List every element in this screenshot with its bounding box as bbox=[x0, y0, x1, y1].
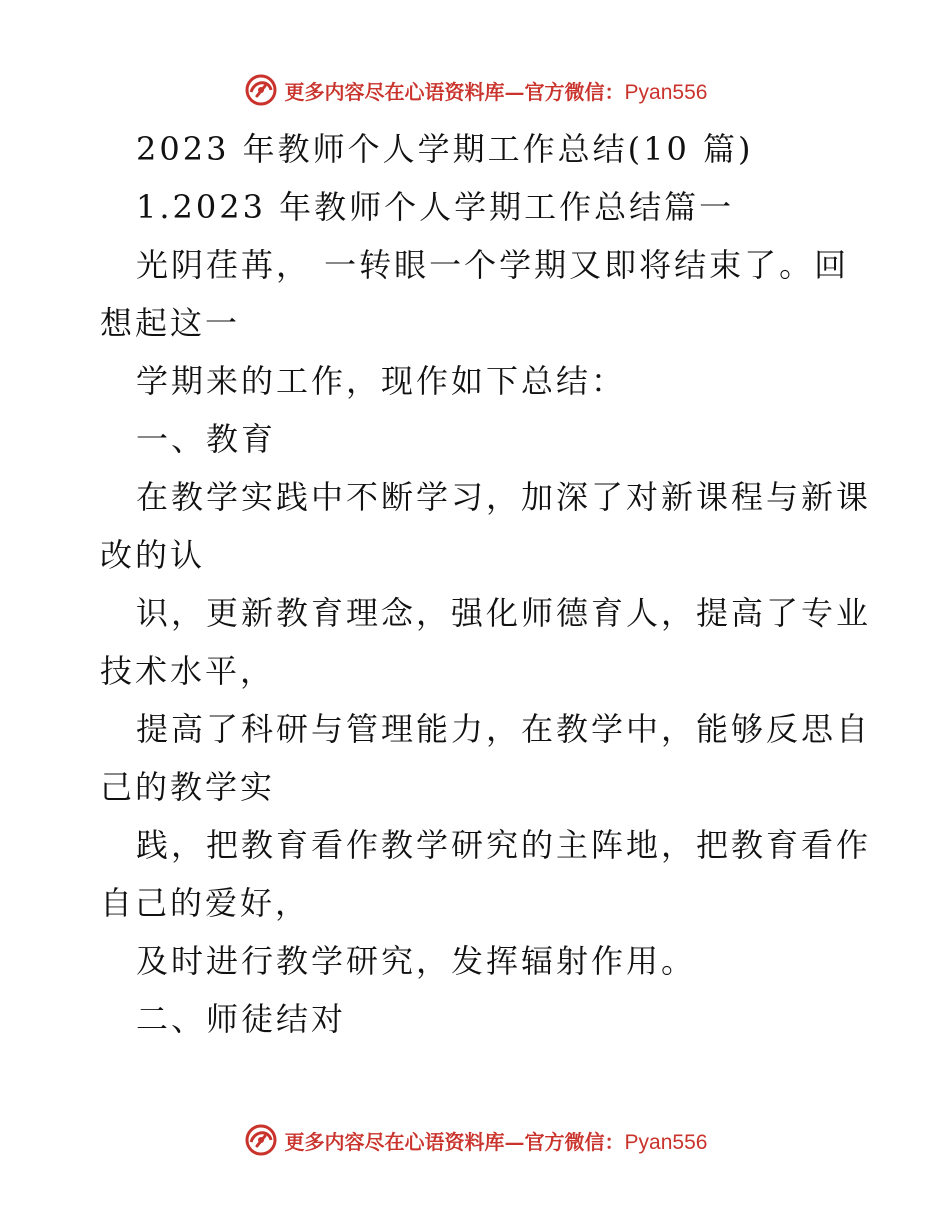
watermark-text: 更多内容尽在心语资料库—官方微信：Pyan556 bbox=[284, 79, 708, 104]
red-swirl-logo-icon bbox=[243, 72, 279, 108]
red-swirl-logo-icon bbox=[243, 1122, 279, 1158]
paragraph-line: 光阴荏苒， 一转眼一个学期又即将结束了。回 bbox=[136, 246, 850, 284]
section-heading: 1.2023 年教师个人学期工作总结篇一 bbox=[136, 188, 735, 226]
paragraph-line: 践，把教育看作教学研究的主阵地，把教育看作 bbox=[136, 826, 872, 864]
paragraph-line: 改的认 bbox=[100, 536, 206, 574]
watermark-header bbox=[0, 70, 950, 110]
paragraph-line: 技术水平， bbox=[100, 652, 276, 690]
watermark-text: 更多内容尽在心语资料库—官方微信：Pyan556 bbox=[284, 1129, 708, 1154]
paragraph-line: 及时进行教学研究，发挥辐射作用。 bbox=[136, 942, 697, 980]
document-body bbox=[100, 120, 872, 1048]
subsection-heading: 二、师徒结对 bbox=[136, 1000, 347, 1038]
paragraph-line: 想起这一 bbox=[100, 304, 241, 342]
paragraph-line: 自己的爱好， bbox=[100, 884, 311, 922]
subsection-heading: 一、教育 bbox=[136, 420, 277, 458]
document-title: 2023 年教师个人学期工作总结(10 篇) bbox=[136, 130, 754, 168]
watermark-footer bbox=[0, 1120, 950, 1160]
paragraph-line: 识，更新教育理念，强化师德育人，提高了专业 bbox=[136, 594, 872, 632]
paragraph-line: 在教学实践中不断学习，加深了对新课程与新课 bbox=[136, 478, 872, 516]
paragraph-line: 己的教学实 bbox=[100, 768, 276, 806]
paragraph-line: 提高了科研与管理能力，在教学中，能够反思自 bbox=[136, 710, 872, 748]
paragraph-line: 学期来的工作，现作如下总结： bbox=[136, 362, 627, 400]
